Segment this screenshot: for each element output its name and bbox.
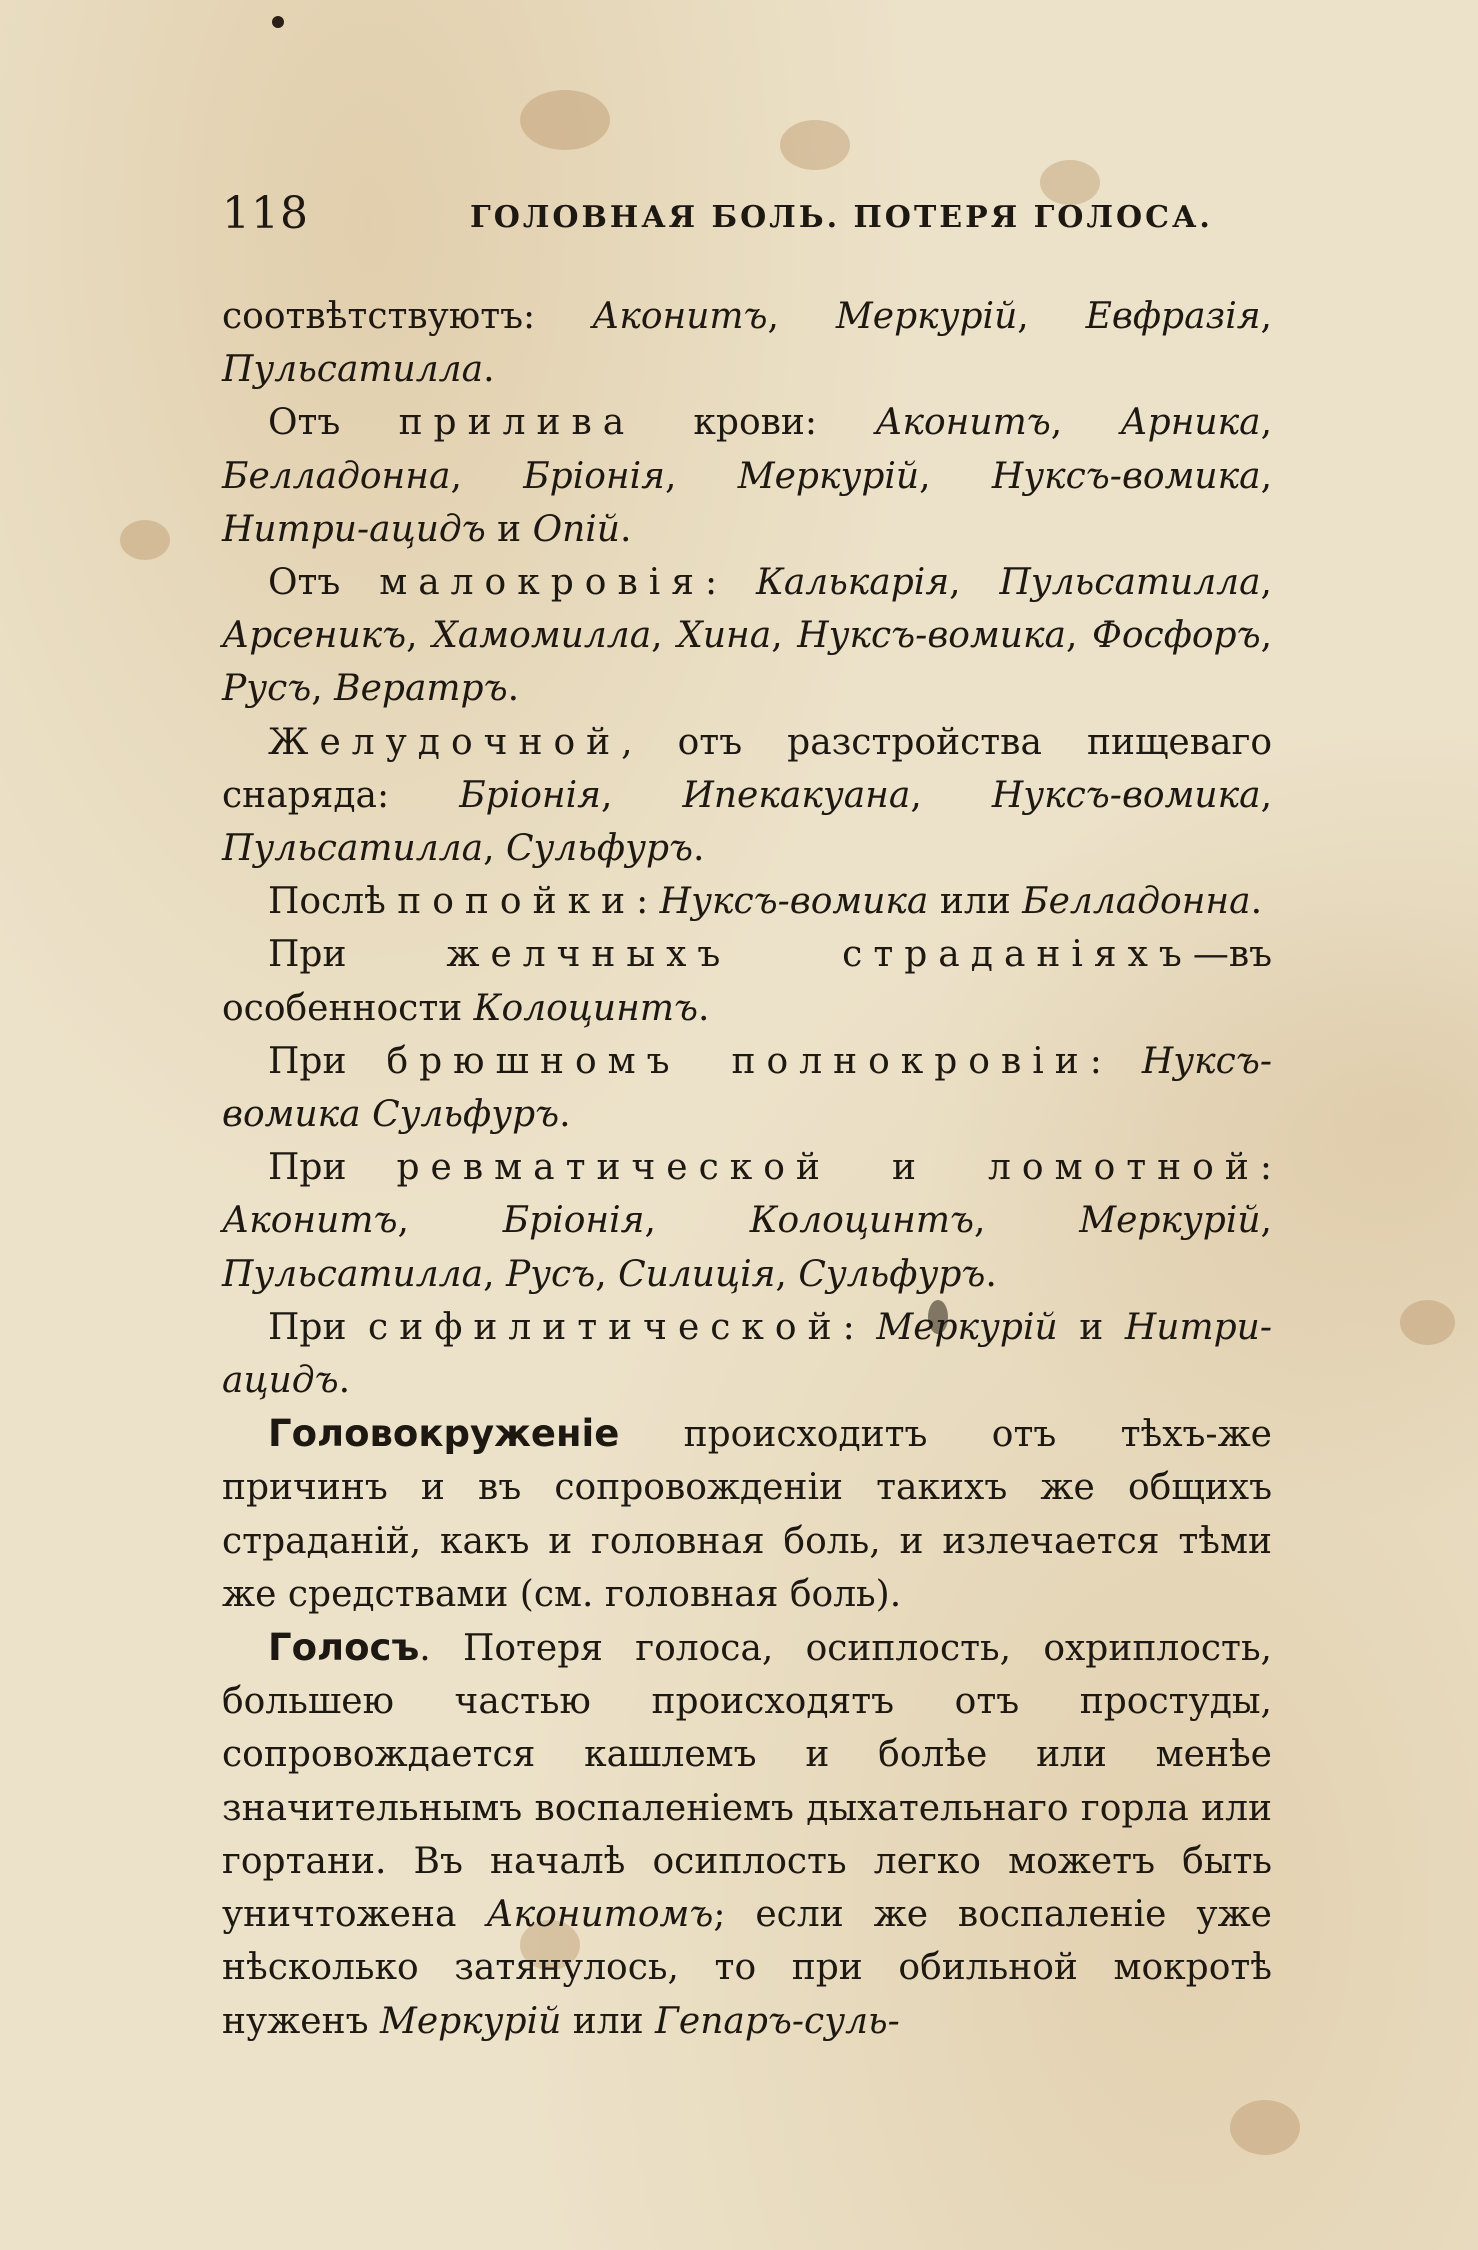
text-run: , (1050, 402, 1121, 444)
remedy-name: Меркурій (379, 2000, 562, 2042)
text-run: крови: (635, 402, 876, 444)
text-run: , (651, 615, 678, 657)
remedy-name: Нуксъ-вомика (991, 455, 1261, 497)
remedy-name: Белладонна (222, 455, 451, 497)
text-run: Послѣ (268, 881, 398, 923)
text-run: : (1089, 1040, 1142, 1082)
text-run: При (268, 1306, 369, 1348)
remedy-name: Фосфоръ (1091, 615, 1261, 657)
text-run: , (311, 668, 335, 710)
spaced-heading: ревматической и ломотной (396, 1147, 1260, 1189)
text-run: , (664, 455, 738, 497)
running-head: ГОЛОВНАЯ БОЛЬ. ПОТЕРЯ ГОЛОСА. (470, 200, 1213, 235)
remedy-name: Арника (1120, 402, 1261, 444)
remedy-name: Колоцинтъ (473, 987, 698, 1029)
text-run: , (483, 1253, 506, 1295)
foxing-stain (120, 520, 170, 560)
text-run: . (985, 1253, 997, 1295)
remedy-name: Меркурій (876, 1306, 1058, 1348)
paragraph (222, 875, 1272, 928)
text-run: . (693, 828, 705, 870)
spaced-heading: брюшномъ полнокровіи (386, 1040, 1090, 1082)
spaced-heading: желчныхъ страданіяхъ (446, 934, 1193, 976)
remedy-name: Нитри-ацидъ (222, 508, 486, 550)
page-number: 118 (222, 188, 309, 239)
remedy-name: Хамомилла (432, 615, 652, 657)
foxing-stain (520, 90, 610, 150)
remedy-name: Пульсатилла (222, 1253, 484, 1295)
text-run: ; если же воспаленіе уже нѣсколько затянулось, то при обильной мокротѣ нуженъ (222, 1894, 1272, 2042)
remedy-name: Русъ (505, 1253, 596, 1295)
text-run: . (483, 349, 495, 391)
entry-term: Головокруженіе (268, 1412, 620, 1456)
text-run: . (697, 987, 710, 1029)
spaced-heading: Желудочной (268, 721, 622, 763)
text-run: . (620, 508, 632, 550)
text-run: , (949, 562, 1000, 604)
remedy-name: Калькарія (755, 562, 950, 604)
body-text (222, 290, 1272, 2048)
spaced-heading: малокровія (379, 562, 705, 604)
text-run: : (842, 1306, 877, 1348)
paragraph (222, 290, 1272, 396)
text-run: , (973, 1200, 1080, 1242)
remedy-name: Бріонія (502, 1200, 645, 1242)
text-run: , (450, 455, 524, 497)
text-run: происходитъ отъ тѣхъ-же причинъ и въ сопровожденіи такихъ же общихъ страданій, какъ и головная боль, и излечается тѣми же средствами (см. головная боль). (222, 1414, 1272, 1615)
paragraph (222, 1035, 1272, 1141)
text-run: , (1260, 296, 1272, 337)
paragraph (222, 1621, 1272, 2048)
paragraph (222, 928, 1272, 1034)
text-run: При (268, 1040, 387, 1082)
text-run: , (1260, 455, 1273, 497)
text-run: . (1250, 881, 1263, 923)
remedy-name: Сульфуръ (798, 1253, 986, 1295)
remedy-name: Аконитомъ (486, 1894, 714, 1936)
spaced-heading: прилива (398, 402, 636, 444)
remedy-name: Аконитъ (592, 296, 768, 337)
text-run: , (1260, 1200, 1272, 1242)
text-run: При (268, 1147, 397, 1189)
text-run: , (910, 774, 992, 816)
text-run: , (406, 615, 433, 657)
text-run: и (1057, 1306, 1125, 1348)
remedy-name: Нуксъ-вомика (797, 615, 1066, 657)
text-run: соотвѣтствуютъ: (222, 296, 593, 337)
remedy-name: Пульсатилла (222, 828, 484, 870)
ink-speck (272, 16, 284, 28)
remedy-name: Меркурій (1079, 1200, 1261, 1242)
remedy-name: Хина (677, 615, 772, 657)
text-run: , (595, 1253, 619, 1295)
text-run: , (1260, 774, 1273, 816)
remedy-name: Меркурій (835, 296, 1018, 337)
text-run: При (268, 934, 447, 976)
foxing-stain (780, 120, 850, 170)
text-run: , (775, 1253, 799, 1295)
text-run: Отъ (268, 402, 399, 444)
foxing-stain (1400, 1300, 1455, 1345)
text-run: . (507, 668, 520, 710)
remedy-name: Евфразія (1085, 296, 1261, 337)
remedy-name: Русъ (222, 668, 312, 710)
remedy-name: Пульсатилла (999, 562, 1261, 604)
remedy-name: Гепаръ-суль- (655, 2000, 900, 2042)
foxing-stain (1230, 2100, 1300, 2155)
entry-term: Голосъ (268, 1626, 420, 1670)
paragraph (222, 1407, 1272, 1621)
remedy-name: Арсеникъ (222, 615, 407, 657)
text-run: , (483, 828, 506, 870)
remedy-name: Бріонія (523, 455, 665, 497)
text-run: —въ особенности (222, 934, 1272, 1029)
text-run: или (561, 2000, 656, 2042)
remedy-name: Пульсатилла (222, 349, 484, 391)
paragraph (222, 1141, 1272, 1301)
text-run: , (397, 1200, 503, 1242)
text-run: , (1260, 562, 1272, 604)
text-run: или (928, 881, 1023, 923)
text-run: , (1260, 402, 1273, 444)
remedy-name: Вератръ (334, 668, 508, 710)
remedy-name: Опій (532, 508, 620, 550)
text-run: , отъ разстройства пищеваго снаряда: (222, 721, 1272, 816)
text-run: , (1017, 296, 1086, 337)
text-run: : (1259, 1147, 1272, 1189)
remedy-name: Аконитъ (222, 1200, 398, 1242)
page-header (222, 188, 1272, 258)
text-run: , (919, 455, 992, 497)
remedy-name: Сульфуръ (505, 828, 694, 870)
remedy-name: Ипекакуана (682, 774, 911, 816)
spaced-heading: попойки (397, 881, 637, 923)
text-run: , (644, 1200, 750, 1242)
text-run: , (600, 774, 683, 816)
text-run: . (559, 1094, 571, 1136)
remedy-name: Нитри-ацидъ (222, 1306, 1272, 1402)
text-run: . Потеря голоса, осиплость, охриплость, большею частью происходятъ отъ простуды, сопровождается кашлемъ и болѣе или менѣе значительнымъ воспаленіемъ дыхательнаго горла или гортани. Въ началѣ осиплость легко можетъ быть уничтожена (222, 1628, 1272, 1936)
text-run: : (636, 881, 660, 923)
paragraph (222, 556, 1272, 716)
remedy-name: Нуксъ-вомика (659, 881, 929, 923)
paragraph (222, 396, 1272, 556)
remedy-name: Нуксъ-вомика (991, 774, 1261, 816)
text-run: , (771, 615, 798, 657)
text-run: , (1260, 615, 1273, 657)
remedy-name: Бріонія (459, 774, 601, 816)
text-run: Отъ (268, 562, 380, 604)
paragraph (222, 1301, 1272, 1407)
remedy-name: Нуксъ-вомика Сульфуръ (222, 1040, 1272, 1136)
text-run: . (338, 1360, 351, 1402)
remedy-name: Белладонна (1022, 881, 1251, 923)
remedy-name: Силиція (618, 1253, 776, 1295)
spaced-heading: сифилитической (368, 1306, 843, 1348)
text-run: : (704, 562, 756, 604)
text-run: и (485, 508, 533, 550)
remedy-name: Меркурій (737, 455, 920, 497)
paragraph (222, 716, 1272, 876)
text-run: , (767, 296, 836, 337)
remedy-name: Колоцинтъ (749, 1200, 974, 1242)
text-run: , (1065, 615, 1092, 657)
remedy-name: Аконитъ (875, 402, 1051, 444)
